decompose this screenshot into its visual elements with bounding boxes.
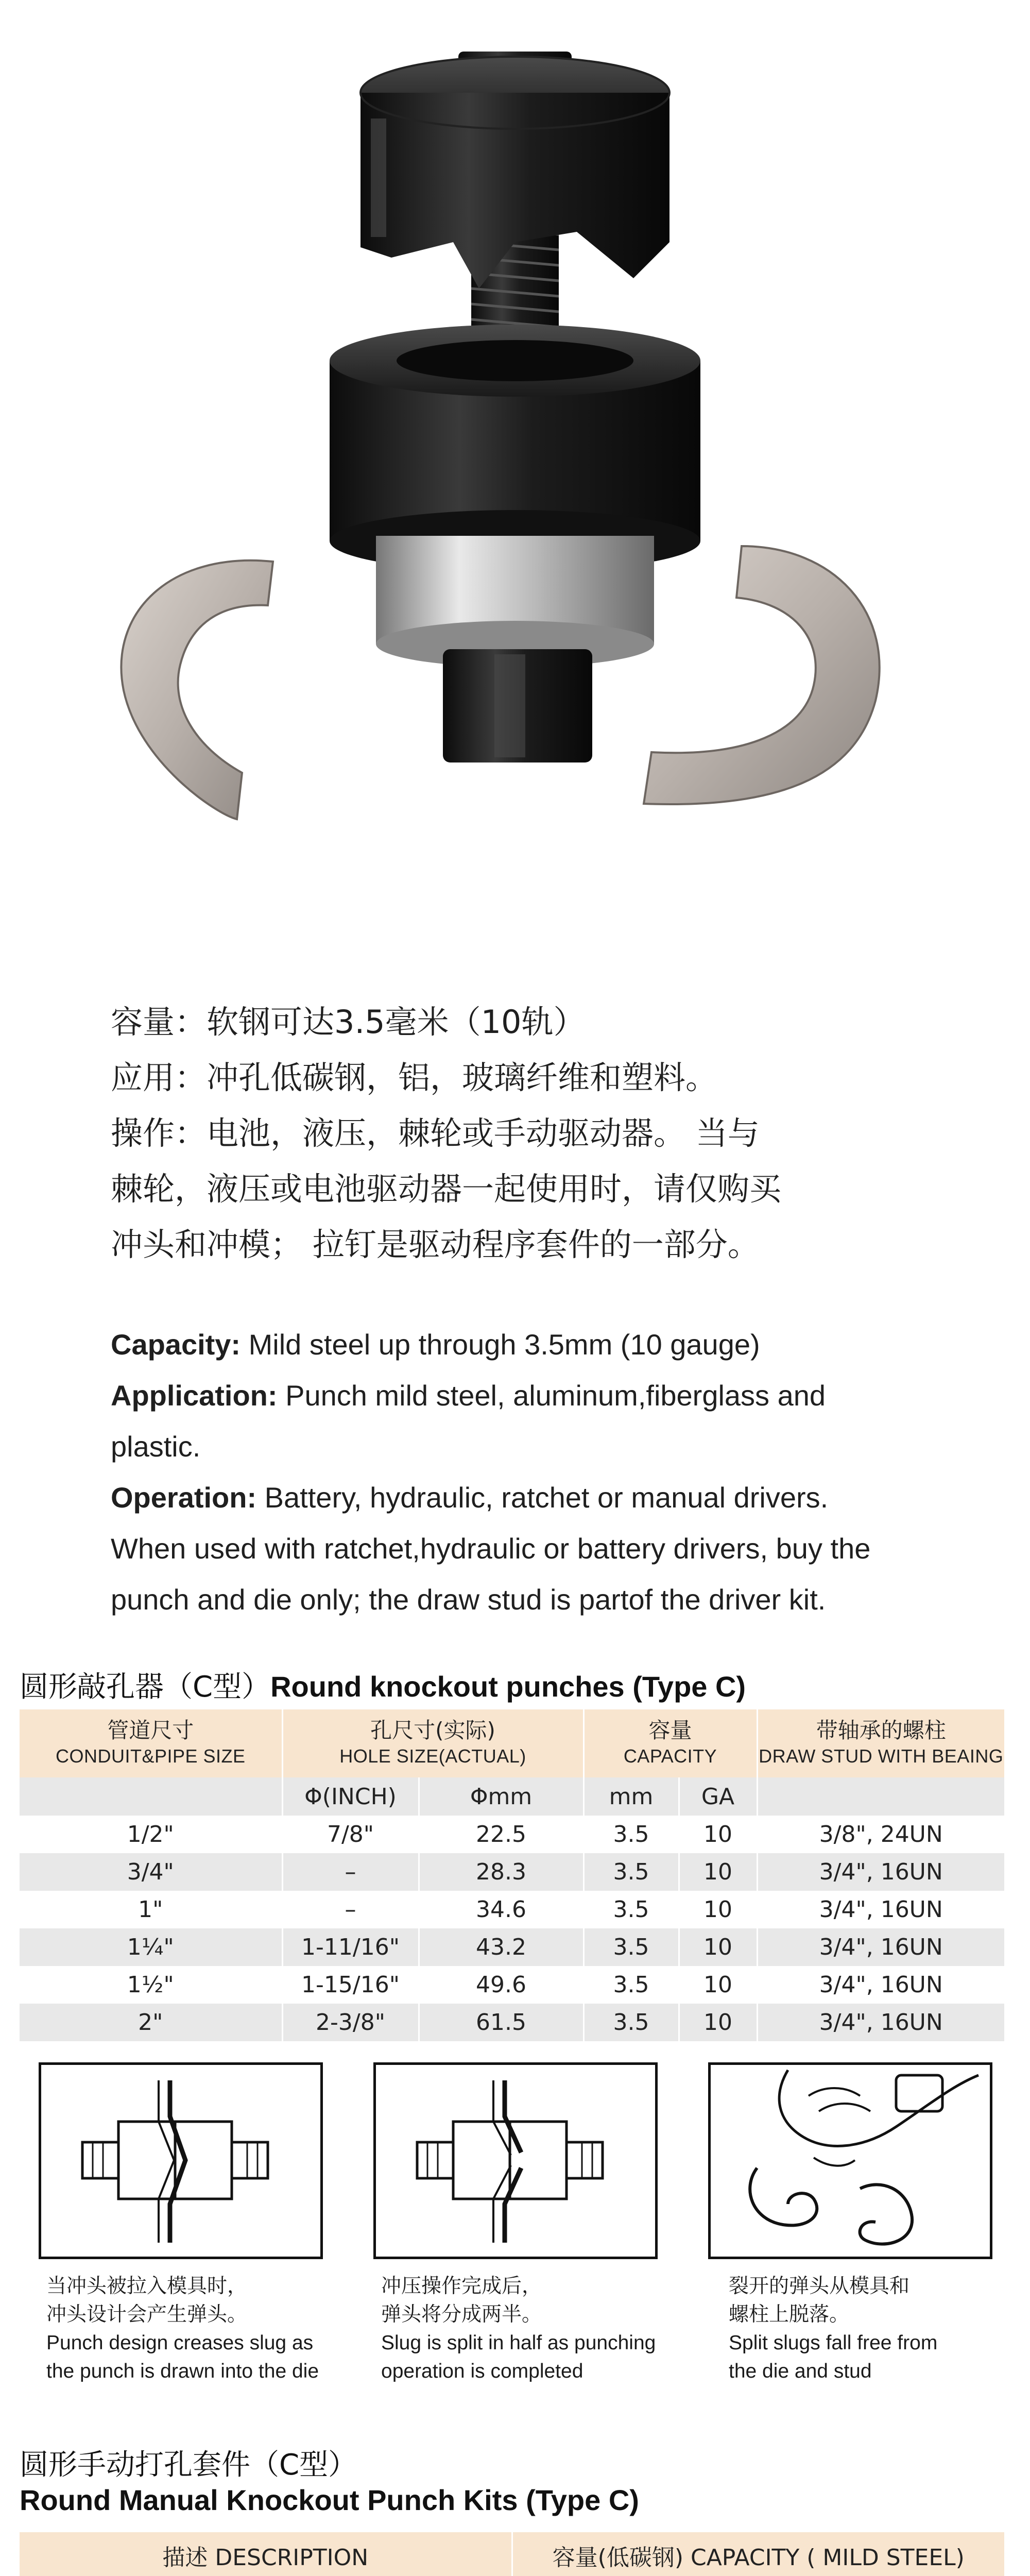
- capacity-text: Mild steel up through 3.5mm (10 gauge): [241, 1328, 760, 1361]
- cell-draw-stud: 3/4", 16UN: [757, 1891, 1004, 1928]
- cn-operation-line-2: 棘轮，液压或电池驱动器一起使用时，请仅购买: [111, 1170, 782, 1208]
- header-description: 描述 DESCRIPTION: [20, 2532, 512, 2576]
- caption-slug-creased: 当冲头被拉入模具时， 冲头设计会产生弹头。 Punch design creases slug as the punch is drawn into the die: [46, 2275, 319, 2382]
- diagram-slug-creased: [39, 2062, 323, 2259]
- punch-split-illustration: [376, 2065, 655, 2257]
- cell-capacity-mm: 3.5: [583, 2004, 679, 2041]
- cell-capacity-ga: 10: [679, 1853, 757, 1891]
- capacity-label: Capacity:: [111, 1328, 241, 1361]
- hand-slugs-illustration: [711, 2065, 990, 2257]
- diagram-slugs-fall-free: [708, 2062, 992, 2259]
- diagram-slug-split: [373, 2062, 658, 2259]
- cell-mm: 61.5: [419, 2004, 583, 2041]
- operation-label: Operation:: [111, 1481, 257, 1514]
- cell-capacity-ga: 10: [679, 2004, 757, 2041]
- kit-header-row: [20, 2532, 1004, 2576]
- cell-conduit: 1": [20, 1891, 282, 1928]
- split-slug-right: [644, 546, 880, 804]
- cell-conduit: 1½": [20, 1966, 282, 2004]
- table-row: [20, 1928, 1004, 1966]
- cell-capacity-ga: 10: [679, 1928, 757, 1966]
- cell-conduit: 2": [20, 2004, 282, 2041]
- kit-table: [20, 2532, 1005, 2576]
- subheader-cell: [20, 1777, 282, 1816]
- table-row: [20, 1891, 1004, 1928]
- cell-conduit: 1¼": [20, 1928, 282, 1966]
- cell-mm: 22.5: [419, 1816, 583, 1853]
- cell-conduit: 1/2": [20, 1816, 282, 1853]
- header-capacity-mild-steel: 容量(低碳钢) CAPACITY ( MILD STEEL): [512, 2532, 1004, 2576]
- cell-inch: –: [282, 1853, 419, 1891]
- cell-capacity-ga: 10: [679, 1891, 757, 1928]
- cell-mm: 49.6: [419, 1966, 583, 2004]
- section-title-cn-manual-kits: 圆形手动打孔套件（C型）: [20, 2448, 357, 2482]
- en-application: [111, 1370, 976, 1421]
- spec-header-row: [20, 1709, 1004, 1777]
- cell-draw-stud: 3/4", 16UN: [757, 1853, 1004, 1891]
- en-operation: [111, 1472, 976, 1523]
- en-operation-cont-1: When used with ratchet,hydraulic or battery drivers, buy the: [111, 1532, 871, 1565]
- cell-capacity-ga: 10: [679, 1966, 757, 2004]
- subheader-mm: Φmm: [419, 1777, 583, 1816]
- cell-draw-stud: 3/4", 16UN: [757, 1966, 1004, 2004]
- cell-draw-stud: 3/4", 16UN: [757, 1928, 1004, 1966]
- die-body: [330, 325, 700, 572]
- cell-capacity-ga: 10: [679, 1816, 757, 1853]
- subheader-capacity-mm: mm: [583, 1777, 679, 1816]
- description-chinese: [111, 994, 960, 1273]
- section-title-round-knockout-punches: [20, 1664, 746, 1705]
- spec-table: [20, 1709, 1004, 2041]
- caption-slugs-fall-free: 裂开的弹头从模具和 螺柱上脱落。 Split slugs fall free from the die and stud: [729, 2275, 938, 2382]
- header-hole-size: 孔尺寸(实际) HOLE SIZE(ACTUAL): [282, 1709, 583, 1777]
- cell-mm: 28.3: [419, 1853, 583, 1891]
- cn-capacity: 容量：软钢可达3.5毫米（10轨）: [111, 1003, 586, 1041]
- cell-capacity-mm: 3.5: [583, 1853, 679, 1891]
- header-conduit-size: 管道尺寸 CONDUIT&PIPE SIZE: [20, 1709, 282, 1777]
- section1-title-cn: 圆形敲孔器（C型）: [20, 1670, 271, 1704]
- cell-inch: 2-3/8": [282, 2004, 419, 2041]
- section1-title-en: Round knockout punches (Type C): [270, 1670, 746, 1703]
- cn-application: 应用：冲孔低碳钢，铝，玻璃纤维和塑料。: [111, 1059, 718, 1096]
- cell-inch: –: [282, 1891, 419, 1928]
- bearing-ring: [376, 536, 654, 667]
- cell-capacity-mm: 3.5: [583, 1966, 679, 2004]
- knockout-punch-product-image: [0, 0, 1030, 876]
- caption-slug-split: 冲压操作完成后， 弹头将分成两半。 Slug is split in half as punching operation is completed: [381, 2275, 656, 2382]
- table-row: [20, 2004, 1004, 2041]
- operation-text: Battery, hydraulic, ratchet or manual drivers.: [256, 1481, 829, 1514]
- hex-nut: [443, 649, 592, 762]
- en-application-cont: plastic.: [111, 1430, 201, 1463]
- subheader-inch: Φ(INCH): [282, 1777, 419, 1816]
- subheader-cell: [757, 1777, 1004, 1816]
- header-capacity: 容量 CAPACITY: [583, 1709, 757, 1777]
- cell-capacity-mm: 3.5: [583, 1891, 679, 1928]
- split-slug-left: [121, 561, 273, 819]
- application-text: Punch mild steel, aluminum,fiberglass and: [277, 1379, 826, 1412]
- cell-inch: 1-11/16": [282, 1928, 419, 1966]
- cell-inch: 1-15/16": [282, 1966, 419, 2004]
- cell-capacity-mm: 3.5: [583, 1928, 679, 1966]
- application-label: Application:: [111, 1379, 278, 1412]
- cn-operation-line-3: 冲头和冲模； 拉钉是驱动程序套件的一部分。: [111, 1226, 760, 1263]
- subheader-capacity-ga: GA: [679, 1777, 757, 1816]
- cell-inch: 7/8": [282, 1816, 419, 1853]
- cell-conduit: 3/4": [20, 1853, 282, 1891]
- cell-mm: 43.2: [419, 1928, 583, 1966]
- en-operation-cont-2: punch and die only; the draw stud is partof the driver kit.: [111, 1583, 826, 1616]
- cell-draw-stud: 3/4", 16UN: [757, 2004, 1004, 2041]
- spec-subheader-row: [20, 1777, 1004, 1816]
- punch-crease-illustration: [41, 2065, 320, 2257]
- section-title-en-manual-kits: Round Manual Knockout Punch Kits (Type C): [20, 2484, 639, 2516]
- header-draw-stud: 带轴承的螺柱 DRAW STUD WITH BEAING: [757, 1709, 1004, 1777]
- cn-operation-line-1: 操作：电池，液压，棘轮或手动驱动器。 当与: [111, 1114, 760, 1152]
- table-row: [20, 1853, 1004, 1891]
- en-capacity: [111, 1319, 976, 1370]
- table-row: [20, 1966, 1004, 2004]
- cell-draw-stud: 3/8", 24UN: [757, 1816, 1004, 1853]
- cell-mm: 34.6: [419, 1891, 583, 1928]
- cell-capacity-mm: 3.5: [583, 1816, 679, 1853]
- table-row: [20, 1816, 1004, 1853]
- description-english: [111, 1319, 976, 1625]
